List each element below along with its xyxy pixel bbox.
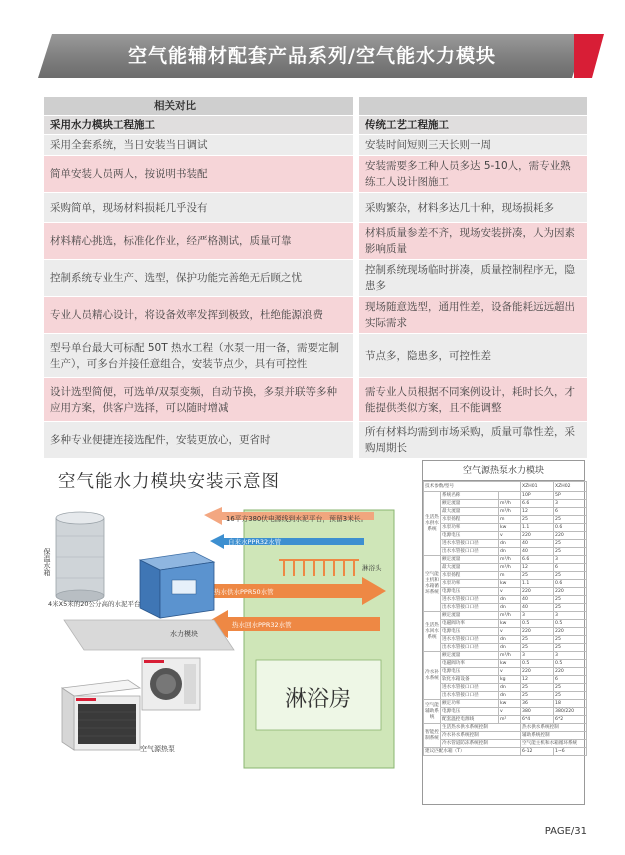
spec-param: 电源电压 <box>441 628 499 636</box>
spec-value-model-1: 25 <box>521 684 554 692</box>
spec-value-model-2: 6*2 <box>554 716 587 724</box>
comparison-left-cell: 设计选型简便，可选单/双泵变频，自动节换，多泵并联等多种应用方案，供客户选择，可以随时增减 <box>44 378 356 422</box>
spec-value: 空气能主机和水箱循环系统 <box>521 740 587 748</box>
spec-row <box>424 524 587 532</box>
comparison-heading-blank <box>356 97 587 116</box>
spec-value-model-2: 0.5 <box>554 660 587 668</box>
hot-return-label: 热水回水PPR32水管 <box>232 621 292 629</box>
spec-row <box>424 660 587 668</box>
spec-footer-row <box>424 748 587 756</box>
spec-value-model-2: 25 <box>554 604 587 612</box>
spec-value-model-2: 0.5 <box>554 620 587 628</box>
comparison-heading-row <box>44 97 587 116</box>
comparison-right-cell: 安装时间短则三天长则一周 <box>356 135 587 156</box>
spec-param: 额定流量 <box>441 612 499 620</box>
spec-value-model-2: 25 <box>554 684 587 692</box>
spec-unit: m³/h <box>499 612 521 620</box>
spec-group-name: 生活热水供水系统 <box>424 492 441 556</box>
spec-value-model-2: 18 <box>554 700 587 708</box>
comparison-table <box>44 97 587 459</box>
spec-unit: dn <box>499 692 521 700</box>
comparison-row <box>44 223 587 260</box>
spec-row <box>424 612 587 620</box>
spec-param: 电源电压 <box>441 588 499 596</box>
spec-row <box>424 500 587 508</box>
spec-row <box>424 540 587 548</box>
comparison-left-cell: 采用全套系统，当日安装当日调试 <box>44 135 356 156</box>
spec-value-model-2: 220 <box>554 588 587 596</box>
spec-row <box>424 676 587 684</box>
comparison-right-cell: 现场随意选型，通用性差，设备能耗远远超出实际需求 <box>356 297 587 334</box>
spec-unit: kg <box>499 676 521 684</box>
heat-pump-label: 空气源热泵 <box>140 745 175 753</box>
spec-unit: kw <box>499 580 521 588</box>
shower-head-label: 淋浴头 <box>362 564 382 572</box>
spec-param: 配套温控电源线 <box>441 716 499 724</box>
col-right-header: 传统工艺工程施工 <box>356 116 587 135</box>
spec-param: 电磁阀功率 <box>441 620 499 628</box>
spec-footer-model-2: 1~6 <box>554 748 587 756</box>
spec-unit: m <box>499 516 521 524</box>
spec-unit: m² <box>499 716 521 724</box>
insulated-water-tank <box>56 512 104 602</box>
spec-value-model-2: 0.6 <box>554 524 587 532</box>
spec-unit: m³/h <box>499 652 521 660</box>
comparison-row <box>44 378 587 422</box>
spec-value: 辅助系统控制 <box>521 732 587 740</box>
spec-value-model-1: 12 <box>521 676 554 684</box>
spec-row <box>424 740 587 748</box>
comparison-left-cell: 材料精心挑选，标准化作业，经严格测试，质量可靠 <box>44 223 356 260</box>
spec-param: 电磁阀功率 <box>441 660 499 668</box>
spec-row <box>424 620 587 628</box>
spec-unit: dn <box>499 540 521 548</box>
spec-param: 出水水管接口口径 <box>441 692 499 700</box>
spec-unit: v <box>499 588 521 596</box>
spec-row <box>424 532 587 540</box>
comparison-row <box>44 135 587 156</box>
spec-value-model-1: 12 <box>521 508 554 516</box>
spec-header-model-2: XZH02 <box>554 482 587 492</box>
spec-unit: kw <box>499 700 521 708</box>
spec-value-model-1: 0.5 <box>521 660 554 668</box>
comparison-left-cell: 专业人员精心设计，将设备效率发挥到极致，杜绝能源浪费 <box>44 297 356 334</box>
spec-param: 进水水管接口口径 <box>441 684 499 692</box>
page-title: 空气能辅材配套产品系列/空气能水力模块 <box>128 45 496 67</box>
spec-row <box>424 692 587 700</box>
spec-param: 进水水管接口口径 <box>441 596 499 604</box>
platform-label-line: 4米X5米的20公分高的水泥平台 <box>48 600 141 608</box>
spec-value-model-1: 25 <box>521 644 554 652</box>
comparison-left-cell: 简单安装人员两人，按说明书装配 <box>44 156 356 193</box>
tank-label: 保温水箱 <box>43 548 51 576</box>
spec-value-model-2: 3 <box>554 612 587 620</box>
spec-group-name: 冷水补水系统 <box>424 652 441 700</box>
spec-value-model-2: 25 <box>554 644 587 652</box>
spec-unit: m³/h <box>499 556 521 564</box>
comparison-right-cell: 所有材料均需到市场采购，质量可靠性差，采购周期长 <box>356 422 587 459</box>
spec-value-model-1: 1.1 <box>521 580 554 588</box>
spec-param: 额定功率 <box>441 700 499 708</box>
spec-value-model-2: 3 <box>554 556 587 564</box>
spec-group-name: 空气能主机和水箱循环系统 <box>424 556 441 612</box>
spec-group-name: 生活热水回水系统 <box>424 612 441 652</box>
spec-value-model-1: 6*4 <box>521 716 554 724</box>
spec-param: 出水水管接口口径 <box>441 604 499 612</box>
spec-value-model-2: 6 <box>554 676 587 684</box>
col-left-header: 采用水力模块工程施工 <box>44 116 356 135</box>
heat-pump-unit-back <box>142 658 200 710</box>
comparison-left-cell: 控制系统专业生产、选型，保护功能完善绝无后顾之忧 <box>44 260 356 297</box>
spec-value-model-1: 25 <box>521 636 554 644</box>
spec-value-model-1: 40 <box>521 596 554 604</box>
spec-value-model-2: 6 <box>554 508 587 516</box>
spec-row <box>424 564 587 572</box>
spec-value-model-1: 1.1 <box>521 524 554 532</box>
spec-row <box>424 556 587 564</box>
spec-unit: dn <box>499 596 521 604</box>
spec-unit: m <box>499 572 521 580</box>
spec-value-model-2: 3 <box>554 500 587 508</box>
spec-value-model-1: 380 <box>521 708 554 716</box>
spec-param: 水泵扬程 <box>441 516 499 524</box>
spec-param: 生活热水供水系统控制 <box>441 724 521 732</box>
spec-param: 额定流量 <box>441 556 499 564</box>
spec-value-model-1: 40 <box>521 548 554 556</box>
spec-value-model-1: 220 <box>521 532 554 540</box>
spec-table-panel <box>422 460 585 805</box>
spec-row <box>424 708 587 716</box>
spec-table <box>423 481 587 756</box>
spec-value-model-2: 220 <box>554 628 587 636</box>
spec-value-model-1: 25 <box>521 516 554 524</box>
spec-param: 冷水补水系统控制 <box>441 732 521 740</box>
spec-param: 进水水管接口口径 <box>441 636 499 644</box>
spec-row <box>424 684 587 692</box>
spec-table-title: 空气源热泵水力模块 <box>423 461 584 481</box>
spec-value-model-1: 25 <box>521 692 554 700</box>
spec-param: 额定流量 <box>441 652 499 660</box>
spec-unit: kw <box>499 620 521 628</box>
spec-row <box>424 604 587 612</box>
spec-value-model-1: 40 <box>521 540 554 548</box>
spec-row <box>424 588 587 596</box>
spec-param: 水泵功率 <box>441 580 499 588</box>
title-banner <box>38 34 586 78</box>
comparison-right-cell: 采购繁杂，材料多达几十种，现场损耗多 <box>356 193 587 223</box>
spec-row <box>424 548 587 556</box>
spec-unit: m³/h <box>499 500 521 508</box>
spec-value-model-2: 3 <box>554 652 587 660</box>
spec-param: 电源电压 <box>441 668 499 676</box>
spec-value-model-1: 25 <box>521 572 554 580</box>
installation-diagram <box>44 500 394 775</box>
comparison-column-headers <box>44 116 587 135</box>
spec-value-model-1: 3 <box>521 652 554 660</box>
hot-supply-label: 热水供水PPR50水管 <box>214 588 274 596</box>
spec-row <box>424 628 587 636</box>
spec-row <box>424 572 587 580</box>
spec-param: 额定流量 <box>441 500 499 508</box>
spec-row <box>424 516 587 524</box>
spec-row <box>424 636 587 644</box>
comparison-left-cell: 多种专业便捷连接选配件，安装更放心，更省时 <box>44 422 356 459</box>
spec-value-model-2: 6 <box>554 564 587 572</box>
spec-footer-label: 建议匹配水箱（T） <box>424 748 521 756</box>
platform-label <box>48 599 141 608</box>
spec-value-model-2: 25 <box>554 692 587 700</box>
spec-header-param: 技术参数/型号 <box>424 482 521 492</box>
spec-row <box>424 596 587 604</box>
spec-row <box>424 580 587 588</box>
spec-param: 最大流量 <box>441 564 499 572</box>
spec-value-model-2: 380/220 <box>554 708 587 716</box>
spec-unit: kw <box>499 524 521 532</box>
spec-param: 冷水管道防冻系统控制 <box>441 740 521 748</box>
comparison-left-cell: 型号单台最大可标配 50T 热水工程（水泵一用一备，需要定制生产），可多台并接任意组合，安装节点少，具有可控性 <box>44 334 356 378</box>
spec-value-model-2: 25 <box>554 572 587 580</box>
spec-value-model-2: 0.6 <box>554 580 587 588</box>
spec-row <box>424 668 587 676</box>
spec-row <box>424 732 587 740</box>
spec-value-model-2: 25 <box>554 516 587 524</box>
spec-row <box>424 508 587 516</box>
spec-value-model-1: 0.5 <box>521 620 554 628</box>
spec-value: 热水供水系统控制 <box>521 724 587 732</box>
diagram-title: 空气能水力模块安装示意图 <box>58 472 280 492</box>
spec-unit: kw <box>499 660 521 668</box>
comparison-right-cell: 安装需要多工种人员多达 5-10人，需专业熟练工人设计图施工 <box>356 156 587 193</box>
comparison-right-cell: 需专业人员根据不同案例设计，耗时长久，才能提供类似方案，且不能调整 <box>356 378 587 422</box>
spec-group-name: 空气能辅助系统 <box>424 700 441 724</box>
spec-value-model-1: 220 <box>521 628 554 636</box>
hydraulic-module <box>140 552 214 618</box>
spec-value-model-2: 25 <box>554 548 587 556</box>
spec-value-model-2: 25 <box>554 636 587 644</box>
comparison-row <box>44 193 587 223</box>
comparison-row <box>44 260 587 297</box>
comparison-heading: 相关对比 <box>44 97 356 116</box>
spec-value-model-2: 25 <box>554 540 587 548</box>
comparison-right-cell: 控制系统现场临时拼凑，质量控制程序无，隐患多 <box>356 260 587 297</box>
spec-param: 出水水管接口口径 <box>441 548 499 556</box>
spec-param: 电源电压 <box>441 532 499 540</box>
spec-param: 最大流量 <box>441 508 499 516</box>
spec-unit: dn <box>499 548 521 556</box>
spec-param: 水泵扬程 <box>441 572 499 580</box>
spec-value-model-1: 6.6 <box>521 500 554 508</box>
spec-param: 电源电压 <box>441 708 499 716</box>
spec-unit: v <box>499 668 521 676</box>
comparison-left-cell: 采购简单，现场材料损耗几乎没有 <box>44 193 356 223</box>
comparison-right-cell: 材料质量参差不齐，现场安装拼凑，人为因素影响质量 <box>356 223 587 260</box>
spec-value-model-1: 6.6 <box>521 556 554 564</box>
spec-value-model-1: 40 <box>521 604 554 612</box>
spec-unit: dn <box>499 644 521 652</box>
spec-value-model-1: 10P <box>521 492 554 500</box>
spec-param: 水泵功率 <box>441 524 499 532</box>
spec-row <box>424 492 587 500</box>
comparison-row <box>44 422 587 459</box>
comparison-row <box>44 297 587 334</box>
spec-unit: v <box>499 708 521 716</box>
spec-unit: dn <box>499 604 521 612</box>
spec-row <box>424 652 587 660</box>
cold-pipe-label: 自来水PPR32水管 <box>228 538 282 546</box>
spec-unit: dn <box>499 636 521 644</box>
page-number: PAGE/31 <box>544 826 587 837</box>
spec-unit: v <box>499 628 521 636</box>
comparison-right-cell: 节点多，隐患多，可控性差 <box>356 334 587 378</box>
spec-unit: m³/h <box>499 564 521 572</box>
spec-row <box>424 700 587 708</box>
shower-room-label: 淋浴房 <box>284 687 352 712</box>
spec-param: 出水水管接口口径 <box>441 644 499 652</box>
spec-row <box>424 716 587 724</box>
module-label: 水力模块 <box>170 630 198 638</box>
spec-value-model-2: 5P <box>554 492 587 500</box>
comparison-row <box>44 156 587 193</box>
spec-row <box>424 724 587 732</box>
spec-unit: m³/h <box>499 508 521 516</box>
spec-value-model-1: 220 <box>521 588 554 596</box>
spec-value-model-2: 220 <box>554 668 587 676</box>
spec-value-model-1: 220 <box>521 668 554 676</box>
spec-header-row <box>424 482 587 492</box>
spec-value-model-1: 3 <box>521 612 554 620</box>
spec-value-model-1: 12 <box>521 564 554 572</box>
concrete-platform <box>64 620 234 650</box>
spec-header-model-1: XZH01 <box>521 482 554 492</box>
spec-param: 软化水箱设备 <box>441 676 499 684</box>
spec-footer-model-1: 6-12 <box>521 748 554 756</box>
spec-param: 进水水管接口口径 <box>441 540 499 548</box>
spec-value-model-2: 220 <box>554 532 587 540</box>
spec-unit: dn <box>499 684 521 692</box>
spec-unit <box>499 492 521 500</box>
comparison-row <box>44 334 587 378</box>
spec-value-model-1: 36 <box>521 700 554 708</box>
spec-param: 系统名称 <box>441 492 499 500</box>
spec-group-name: 智能控制系统 <box>424 724 441 748</box>
heat-pump-unit-front <box>62 680 140 750</box>
spec-row <box>424 644 587 652</box>
spec-value-model-2: 25 <box>554 596 587 604</box>
spec-unit: v <box>499 532 521 540</box>
power-line-label: 16平方380伏电源线到水泥平台，预留3米长。 <box>226 515 368 523</box>
